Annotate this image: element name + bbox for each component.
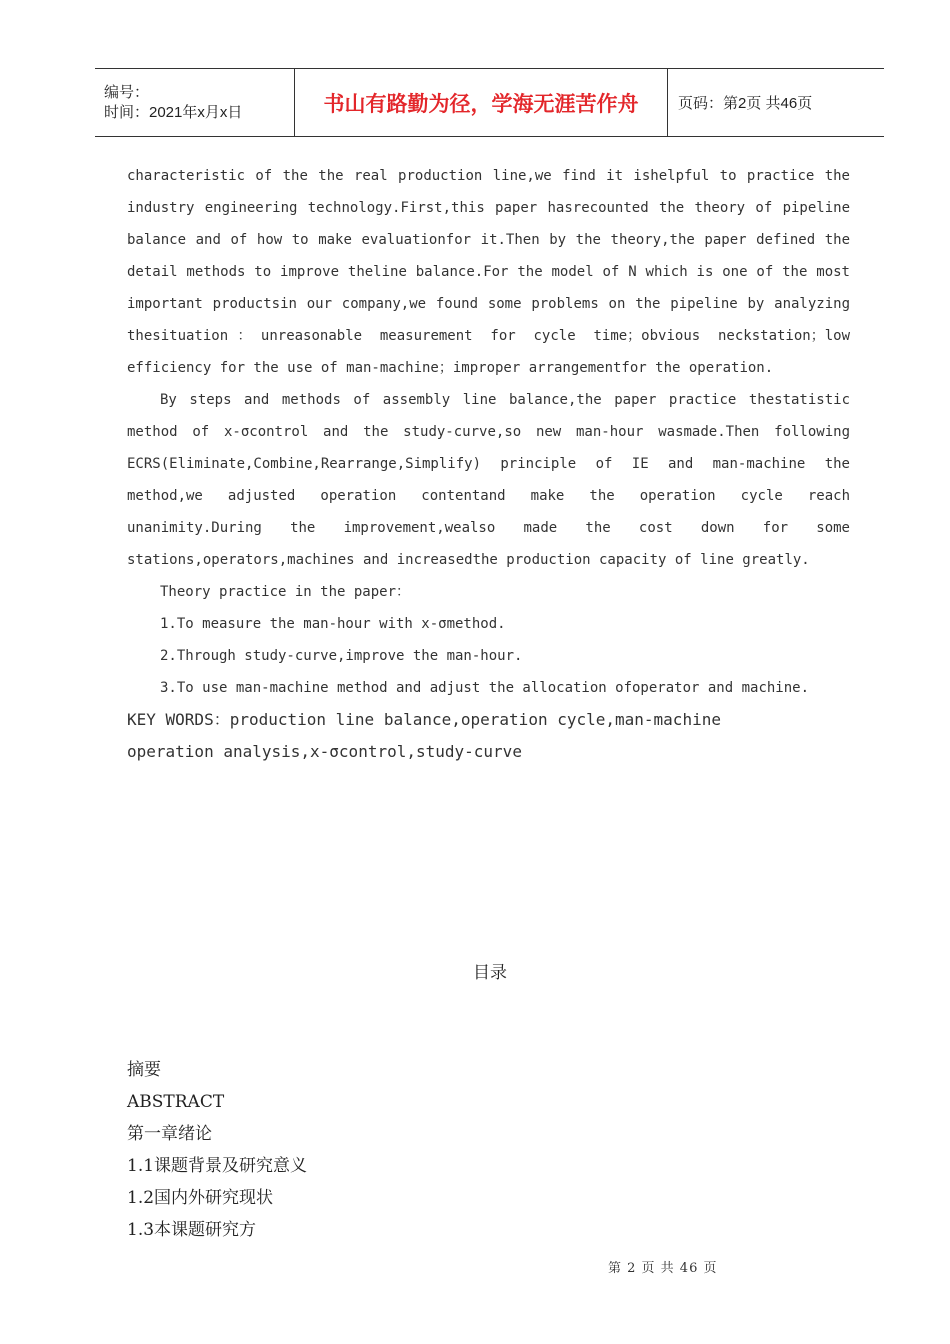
list-item: 2.Through study-curve,improve the man-hour. (160, 648, 523, 664)
doc-time-label: 时间：2021年x月x日 (104, 103, 243, 121)
toc-entry[interactable]: 1.2国内外研究现状 (127, 1188, 274, 1208)
abstract-body (127, 160, 850, 768)
doc-number-label: 编号： (104, 83, 150, 101)
header-page-info: 页码：第2页 共46页 (678, 95, 813, 112)
toc-entry[interactable]: 1.3本课题研究方 (127, 1220, 257, 1240)
abstract-paragraph: characteristic of the the real production line,we find it ishelpful to practice the industry engineering technology.First,this paper hasrecounted the theory of pipeline balance and of how to make evaluationfor it.Then by the theory,the paper defined the detail methods to improve theline balance.For the model of N which is one of the most important productsin our company,we found some problems on the pipeline by analyzing thesituation：unreasonable measurement for cycle time；obvious neckstation；low efficiency for the use of man-machine；improper arrangementfor the operation. (127, 168, 850, 376)
abstract-paragraph: By steps and methods of assembly line balance,the paper practice thestatistic method of x-σcontrol and the study-curve,so new man-hour wasmade.Then following ECRS(Eliminate,Combine,Rearrange,Simplify) principle of IE and man-machine the method,we adjusted operation contentand make the operation cycle reach unanimity.During the improvement,wealso made the cost down for some stations,operators,machines and increasedthe production capacity of line greatly. (127, 392, 850, 568)
page-header (95, 68, 884, 137)
table-of-contents (127, 1054, 307, 1246)
page-footer: 第 2 页 共 46 页 (608, 1261, 718, 1276)
abstract-paragraph: Theory practice in the paper： (160, 584, 411, 600)
keywords-line: operation analysis,x-σcontrol,study-curve (127, 742, 522, 761)
toc-entry[interactable]: ABSTRACT (127, 1092, 225, 1112)
list-item: 3.To use man-machine method and adjust the allocation ofoperator and machine. (160, 680, 810, 696)
header-meta (95, 69, 295, 136)
toc-title: 目录 (473, 963, 507, 983)
toc-entry[interactable]: 摘要 (127, 1060, 161, 1080)
header-motto: 书山有路勤为径，学海无涯苦作舟 (295, 69, 668, 136)
keywords-line: KEY WORDS：production line balance,operation cycle,man-machine (127, 710, 721, 729)
toc-entry[interactable]: 第一章绪论 (127, 1124, 212, 1144)
list-item: 1.To measure the man-hour with x-σmethod. (160, 616, 506, 632)
toc-entry[interactable]: 1.1课题背景及研究意义 (127, 1156, 308, 1176)
